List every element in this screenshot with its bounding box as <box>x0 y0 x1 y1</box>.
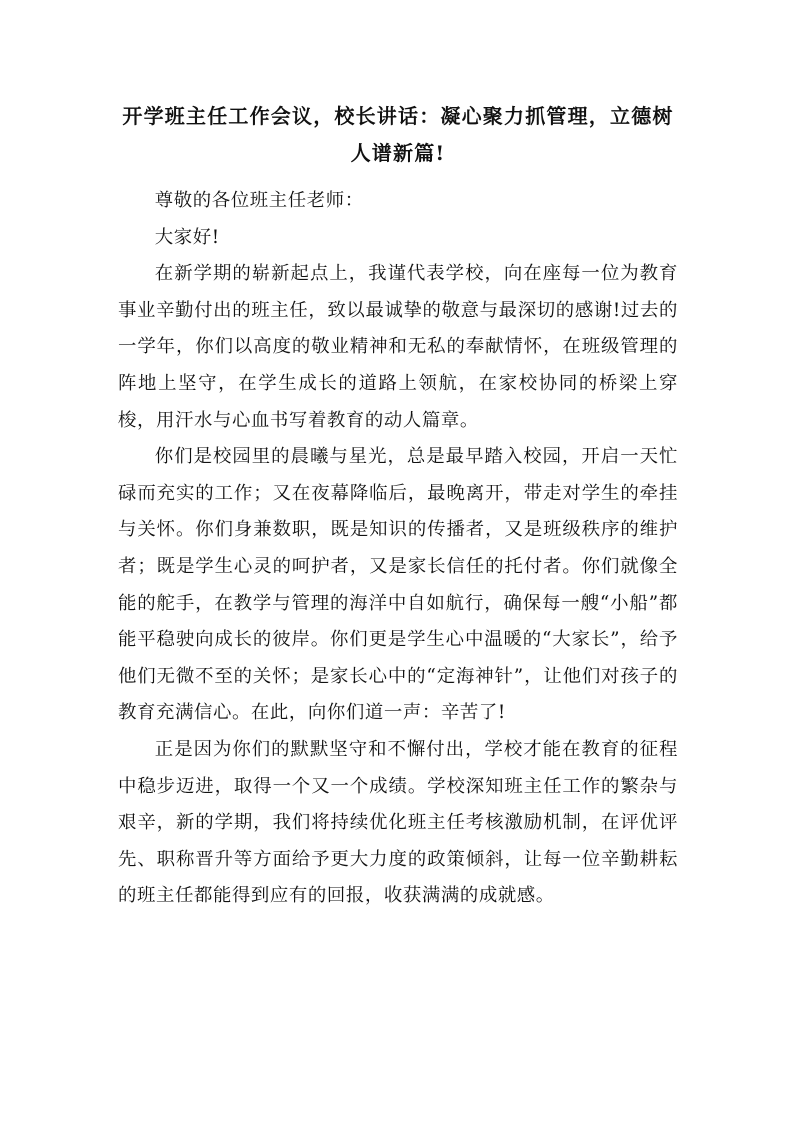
body-paragraph: 在新学期的崭新起点上，我谨代表学校，向在座每一位为教育事业辛勤付出的班主任，致以最诚挚的敬意与最深切的感谢!过去的一学年，你们以高度的敬业精神和无私的奉献情怀，在班级管理的阵地上坚守，在学生成长的道路上领航，在家校协同的桥梁上穿梭，用汗水与心血书写着教育的动人篇章。 <box>118 263 678 431</box>
body-paragraph: 你们是校园里的晨曦与星光，总是最早踏入校园，开启一天忙碌而充实的工作；又在夜幕降临后，最晚离开，带走对学生的牵挂与关怀。你们身兼数职，既是知识的传播者，又是班级秩序的维护者；既是学生心灵的呵护者，又是家长信任的托付者。你们就像全能的舵手，在教学与管理的海洋中自如航行，确保每一艘“小船”都能平稳驶向成长的彼岸。你们更是学生心中温暖的“大家长”，给予他们无微不至的关怀；是家长心中的“定海神针”，让他们对孩子的教育充满信心。在此，向你们道一声：辛苦了! <box>118 446 678 724</box>
document-body <box>118 183 678 915</box>
salutation: 尊敬的各位班主任老师： <box>154 190 364 211</box>
body-paragraph: 正是因为你们的默默坚守和不懈付出，学校才能在教育的征程中稳步迈进，取得一个又一个成绩。学校深知班主任工作的繁杂与艰辛，新的学期，我们将持续优化班主任考核激励机制，在评优评先、职称晋升等方面给予更大力度的政策倾斜，让每一位辛勤耕耘的班主任都能得到应有的回报，收获满满的成就感。 <box>118 738 678 907</box>
document-title: 开学班主任工作会议，校长讲话：凝心聚力抓管理，立德树人谱新篇! <box>122 104 674 165</box>
greeting: 大家好! <box>154 226 220 248</box>
